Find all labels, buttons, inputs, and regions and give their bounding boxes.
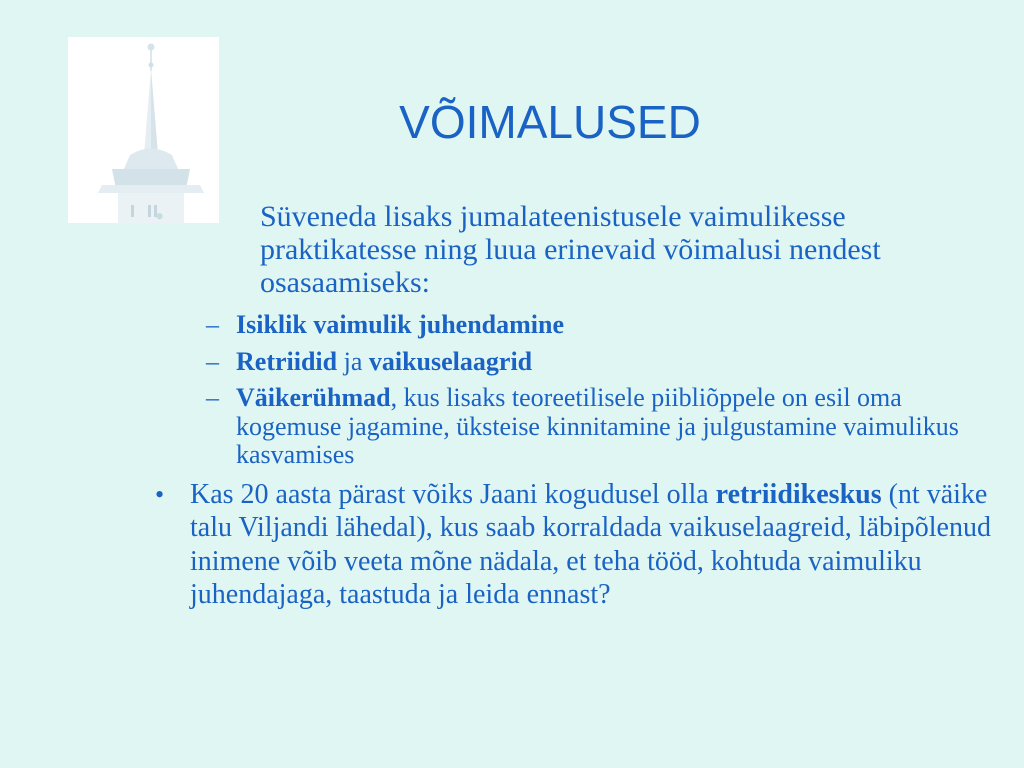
bullet-1-text: Süveneda lisaks jumalateenistusele vaimulikesse praktikatesse ning luua erinevaid võimalusi nendest osasaamiseks: (260, 200, 881, 299)
sub-item-text: , kus lisaks teoreetilisele piibliõppele on esil oma kogemuse jagamine, üksteise kinnitamine ja julgustamine vaimulikus kasvamises (236, 383, 959, 469)
sub-item-text: ja (337, 346, 369, 376)
bullet-marker: • (155, 202, 165, 231)
sub-item-personal-guidance (148, 311, 998, 340)
dash-marker: – (206, 310, 219, 339)
bullet-marker: • (155, 479, 165, 509)
bullet-item-2 (148, 478, 998, 612)
bullet-2-text: Kas 20 aasta pärast võiks Jaani kogudusel olla (190, 478, 716, 510)
sub-item-bold: Isiklik vaimulik juhendamine (236, 310, 564, 339)
slide-body (148, 200, 998, 612)
sub-item-bold: Väikerühmad (236, 383, 391, 412)
sub-bullet-list (148, 311, 998, 470)
bullet-item-1 (148, 200, 998, 299)
church-tower-icon (68, 37, 219, 223)
dash-marker: – (206, 383, 219, 412)
sub-item-retreats (148, 348, 998, 377)
sub-item-bold: vaikuselaagrid (368, 346, 533, 376)
bullet-2-text-rest: (nt väike talu Viljandi lähedal), kus saab korraldada vaikuselaagreid, läbipõlenud inimene võib veeta mõne nädala, et teha tööd, kohtuda vaimuliku juhendajaga, taastuda ja leida ennast? (190, 478, 991, 610)
slide-title: VÕIMALUSED (399, 96, 701, 148)
sub-item-bold: Retriidid (236, 346, 338, 376)
bullet-2-bold: retriidikeskus (715, 478, 882, 510)
dash-marker: – (206, 346, 219, 376)
sub-item-small-groups (148, 384, 998, 470)
